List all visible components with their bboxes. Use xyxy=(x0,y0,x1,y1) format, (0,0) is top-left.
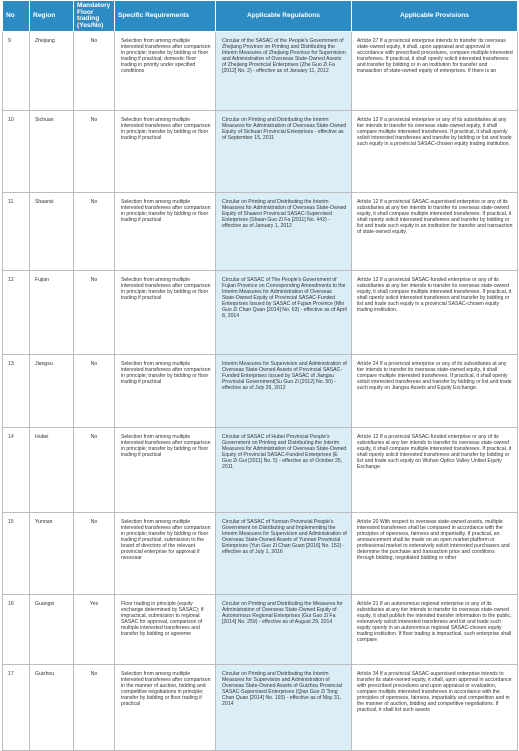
table-row xyxy=(3,428,518,513)
table-header xyxy=(3,1,518,32)
region-text: Fujian xyxy=(35,277,50,284)
table-row xyxy=(3,111,518,193)
region-text: Guizhou xyxy=(35,671,55,678)
specific-text: Selection from among multiple interested transferees after comparison in the manner of auction, bidding and competitive negotiations in principle; transfer by bidding or floor trading if practical xyxy=(121,671,211,707)
region-text: Sichuan xyxy=(35,117,54,124)
cell-applicable-provisions xyxy=(352,355,518,428)
specific-text: Selection from among multiple interested transferees after comparison in principle; transfer by bidding or floor trading if practical xyxy=(121,434,211,459)
mandatory-text: No xyxy=(90,38,98,45)
cell-region xyxy=(30,513,74,595)
provisions-text: Article 34 If a provincial SASAC-supervised enterprise intends to transfer its state-owned equity, it shall, upon approval in accordance with prescribed procedures and upon appraisal or evaluation, compare multiple interested transferees in accordance with the principles of openness, fairness, impartiality and competition and in the manner of auction, bidding and competitive negotiations. If practical, it shall list such assets xyxy=(357,671,512,713)
cell-mandatory xyxy=(74,595,115,665)
specific-text: Selection from among multiple interested transferees after comparison in principle; transfer by bidding or floor trading if practical xyxy=(121,199,211,224)
cell-applicable-provisions xyxy=(352,595,518,665)
cell-mandatory xyxy=(74,271,115,355)
regulations-text: Circular on Printing and Distributing the Interim Measures for Administration of Overseas State-Owned Equity of Sichuan Provincial Enterprises - effective as of September 15, 2011 xyxy=(222,117,347,142)
cell-specific-requirements xyxy=(115,32,216,111)
cell-applicable-provisions xyxy=(352,271,518,355)
regulations-text: Circular of SASAC of Hubei Provincial People's Government on Printing and Distributing the Interim Measures for Administration of Overseas State-Owned Equity of Provincial SASAC-Funded Enterprises (E Guo Zi Gui [2011] No. 5) - effective as of October 25, 2011 xyxy=(222,434,347,470)
provisions-text: Article 20 With respect to overseas state-owned assets, multiple interested transferees shall be compared in accordance with the principles of openness, fairness and impartiality. If practical, an announcement shall be made on an open market platform or professional market to extensively solicit interested purchasers and determine the purchase and transaction price and conditions through bidding, negotiated bidding or other xyxy=(357,519,510,561)
mandatory-text: No xyxy=(90,361,98,368)
cell-specific-requirements xyxy=(115,193,216,271)
cell-region xyxy=(30,271,74,355)
cell-no xyxy=(3,595,30,665)
cell-mandatory xyxy=(74,193,115,271)
table-row xyxy=(3,271,518,355)
header-region: Region xyxy=(30,1,74,32)
mandatory-text: Yes xyxy=(89,601,99,608)
provisions-text: Article 21 If an autonomous regional enterprise or any of its subsidiaries at any tier intends to transfer its overseas state-owned equity, it shall publish the intended transfer information to the public, extensively solicit interested transferees and list and trade such equity openly in an autonomous regional SASAC-chosen equity trading institution. If floor trading is impractical, such enterprise shall compare xyxy=(357,601,512,643)
cell-applicable-regulations xyxy=(216,271,352,355)
cell-no xyxy=(3,355,30,428)
no-text: 11 xyxy=(8,199,14,206)
region-text: Hubei xyxy=(35,434,49,441)
cell-applicable-provisions xyxy=(352,111,518,193)
cell-applicable-regulations xyxy=(216,32,352,111)
header-specific-requirements: Specific Requirements xyxy=(115,1,216,32)
cell-specific-requirements xyxy=(115,111,216,193)
cell-mandatory xyxy=(74,428,115,513)
no-text: 12 xyxy=(8,277,14,284)
cell-mandatory xyxy=(74,32,115,111)
header-no: No xyxy=(3,1,30,32)
mandatory-text: No xyxy=(90,434,98,441)
cell-mandatory xyxy=(74,355,115,428)
cell-applicable-provisions xyxy=(352,513,518,595)
cell-specific-requirements xyxy=(115,665,216,751)
cell-applicable-regulations xyxy=(216,428,352,513)
mandatory-text: No xyxy=(90,519,98,526)
cell-no xyxy=(3,513,30,595)
no-text: 13 xyxy=(8,361,14,368)
region-text: Guangxi xyxy=(35,601,55,608)
region-text: Yunnan xyxy=(35,519,53,526)
regulations-text: Circular on Printing and Distributing the Measures for Administration of Overseas State-Owned Equity of Autonomous Regional Enterprises (Gui Guo Zi Fa [2014] No. 259) - effective as of August 29, 2014 xyxy=(222,601,343,626)
table-row xyxy=(3,595,518,665)
regulations-text: Circular on Printing and Distributing the Interim Measures for Administration of Overseas State-Owned Equity of Shaanxi Provincial SASAC-Supervised Enterprises (Shaan Guo Zi Fa [2011] No. 442) - effective as of January 1, 2012 xyxy=(222,199,347,229)
region-text: Zhejiang xyxy=(35,38,55,45)
mandatory-text: No xyxy=(90,117,98,124)
header-row xyxy=(3,1,518,32)
region-text: Jiangsu xyxy=(35,361,53,368)
cell-applicable-regulations xyxy=(216,595,352,665)
regulations-text: Circular on Printing and Distributing the Interim Measures for Supervision and Administration of Overseas State-Owned Assets of Guizhou Provincial SASAC-Supervised Enterprises (Qian Guo Zi Tong Chan Quan [2014] No. 193) - effective as of May 31, 2014 xyxy=(222,671,343,707)
regulations-text: Circular of SASAC of The People's Government of Fujian Province on Corresponding Amendments to the Interim Measures for Administration of Overseas State-Owned Equity of Provincial SASAC-Funded Enterprises Issued by SASAC of Fujian Province (Min Guo Zi Chan Quan [2014] No. 63) - effective as of April 8, 2014 xyxy=(222,277,347,319)
cell-mandatory xyxy=(74,111,115,193)
cell-no xyxy=(3,428,30,513)
provisions-text: Article 24 If a provincial enterprise or any of its subsidiaries at any tier intends to transfer its overseas state-owned equity, it shall compare multiple interested transferees. If practical, it shall openly solicit interested transferees and transfer by bidding or list and trade such equity on Jiangsu Assets and Equity Exchange. xyxy=(357,361,512,391)
cell-mandatory xyxy=(74,513,115,595)
mandatory-text: No xyxy=(90,199,98,206)
table-row xyxy=(3,665,518,751)
provisions-text: Article 12 If a provincial enterprise or any of its subsidiaries at any tier intends to transfer its overseas state-owned equity, it shall compare multiple interested transferees. If practical, it shall openly solicit interested transferees and transfer by bidding or list and trade such equity in a provincial SASAC-chosen equity trading institution. xyxy=(357,117,512,147)
cell-applicable-provisions xyxy=(352,193,518,271)
cell-region xyxy=(30,193,74,271)
cell-region xyxy=(30,111,74,193)
mandatory-text: No xyxy=(90,277,98,284)
cell-no xyxy=(3,32,30,111)
cell-applicable-regulations xyxy=(216,355,352,428)
specific-text: Selection from among multiple interested transferees after comparison in principle; transfer by bidding or floor trading if practical; submission to the board of directors of the relevant provincial enterprise for approval if necessar xyxy=(121,519,211,561)
header-applicable-provisions: Applicable Provisions xyxy=(352,1,518,32)
header-applicable-regulations: Applicable Regulations xyxy=(216,1,352,32)
cell-specific-requirements xyxy=(115,355,216,428)
cell-applicable-regulations xyxy=(216,665,352,751)
cell-region xyxy=(30,32,74,111)
cell-applicable-regulations xyxy=(216,193,352,271)
no-text: 10 xyxy=(8,117,14,124)
regulations-text: Circular of the SASAC of the People's Government of Zhejiang Province on Printing and Distributing the Interim Measures of Zhejiang Province for Supervision and Administration of Overseas State-Owned Assets of Zhejiang Provincial Enterprises (Zhe Guo Zi Fa [2012] No. 2) - effective as of January 11, 2012 xyxy=(222,38,346,74)
cell-applicable-provisions xyxy=(352,428,518,513)
cell-specific-requirements xyxy=(115,271,216,355)
cell-applicable-regulations xyxy=(216,111,352,193)
cell-region xyxy=(30,355,74,428)
cell-specific-requirements xyxy=(115,595,216,665)
provisions-text: Article 12 If a provincial SASAC-funded enterprise or any of its subsidiaries at any tier intends to transfer its overseas state-owned equity, it shall compare multiple interested transferees. If practical, it shall openly solicit interested transferees and transfer by bidding or list and trade such equity in a provincial SASAC-chosen equity trading institution. xyxy=(357,277,512,313)
provisions-text: Article 27 If a provincial enterprise intends to transfer its overseas state-owned equity, it shall, upon appraisal and approval in accordance with prescribed procedures, compare multiple interested transferees. If practical, it shall openly solicit interested transferees and transfer by bidding or in an institution for transfer and transaction of state-owned equity of enterprises. If there is an xyxy=(357,38,513,74)
cell-applicable-provisions xyxy=(352,665,518,751)
cell-no xyxy=(3,665,30,751)
cell-no xyxy=(3,271,30,355)
cell-mandatory xyxy=(74,665,115,751)
cell-no xyxy=(3,193,30,271)
provisions-text: Article 12 If a provincial SASAC-supervised enterprise or any of its subsidiaries at any tier intends to transfer its overseas state-owned equity, it shall compare multiple interested transferees. If practical, it shall openly solicit interested transferees and transfer by bidding or list and trade such equity in an institution for transfer and transaction of state-owned equity. xyxy=(357,199,513,235)
no-text: 14 xyxy=(8,434,14,441)
specific-text: Selection from among multiple interested transferees after comparison in principle; transfer by bidding or floor trading if practical; domestic floor trading in priority under specified conditions xyxy=(121,38,211,74)
cell-no xyxy=(3,111,30,193)
no-text: 15 xyxy=(8,519,14,526)
table-row xyxy=(3,355,518,428)
cell-applicable-provisions xyxy=(352,32,518,111)
cell-region xyxy=(30,595,74,665)
provisions-text: Article 12 If a provincial SASAC-funded enterprise or any of its subsidiaries at any tier intends to transfer its overseas state-owned equity, it shall compare multiple interested transferees. If practical, it shall openly solicit interested transferees and transfer by bidding or list and trade such equity on Wuhan Optics Valley United Equity Exchange. xyxy=(357,434,512,470)
no-text: 9 xyxy=(8,38,11,45)
no-text: 16 xyxy=(8,601,14,608)
cell-applicable-regulations xyxy=(216,513,352,595)
regulations-table xyxy=(2,0,518,751)
table-row xyxy=(3,32,518,111)
table-row xyxy=(3,513,518,595)
specific-text: Selection from among multiple interested transferees after comparison in principle; transfer by bidding or floor trading if practical xyxy=(121,117,211,142)
mandatory-text: No xyxy=(90,671,98,678)
cell-region xyxy=(30,428,74,513)
cell-specific-requirements xyxy=(115,513,216,595)
specific-text: Floor trading in principle (equity exchange determined by SASAC); If impractical, submission to regional SASAC for approval, comparison of multiple interested transferees and transfer by bidding or agreeme xyxy=(121,601,204,637)
table-body xyxy=(3,32,518,751)
header-mandatory: Mandatory Floor trading (Yes/No) xyxy=(74,1,115,32)
cell-region xyxy=(30,665,74,751)
table-row xyxy=(3,193,518,271)
specific-text: Selection from among multiple interested transferees after comparison in principle; transfer by bidding or floor trading if practical xyxy=(121,361,211,386)
region-text: Shaanxi xyxy=(35,199,54,206)
regulations-text: Interim Measures for Supervision and Administration of Overseas State-Owned Assets of Provincial SASAC-Funded Enterprises Issued by SASAC of Jiangsu Provincial Government(Su Guo Zi [2012] No. 50) - effective as of July 26, 2012 xyxy=(222,361,347,391)
regulations-text: Circular of SASAC of Yunnan Provincial People's Government on Distributing and Implementing the Interim Measures for Supervision and Administration of Overseas State-Owned Assets of Yunnan Provincial Enterprises (Yun Guo Zi Chan Guan [2016] No. 152) - effective as of July 1, 2016 xyxy=(222,519,347,555)
no-text: 17 xyxy=(8,671,14,678)
specific-text: Selection from among multiple interested transferees after comparison in principle; transfer by bidding or floor trading if practical xyxy=(121,277,211,302)
cell-specific-requirements xyxy=(115,428,216,513)
